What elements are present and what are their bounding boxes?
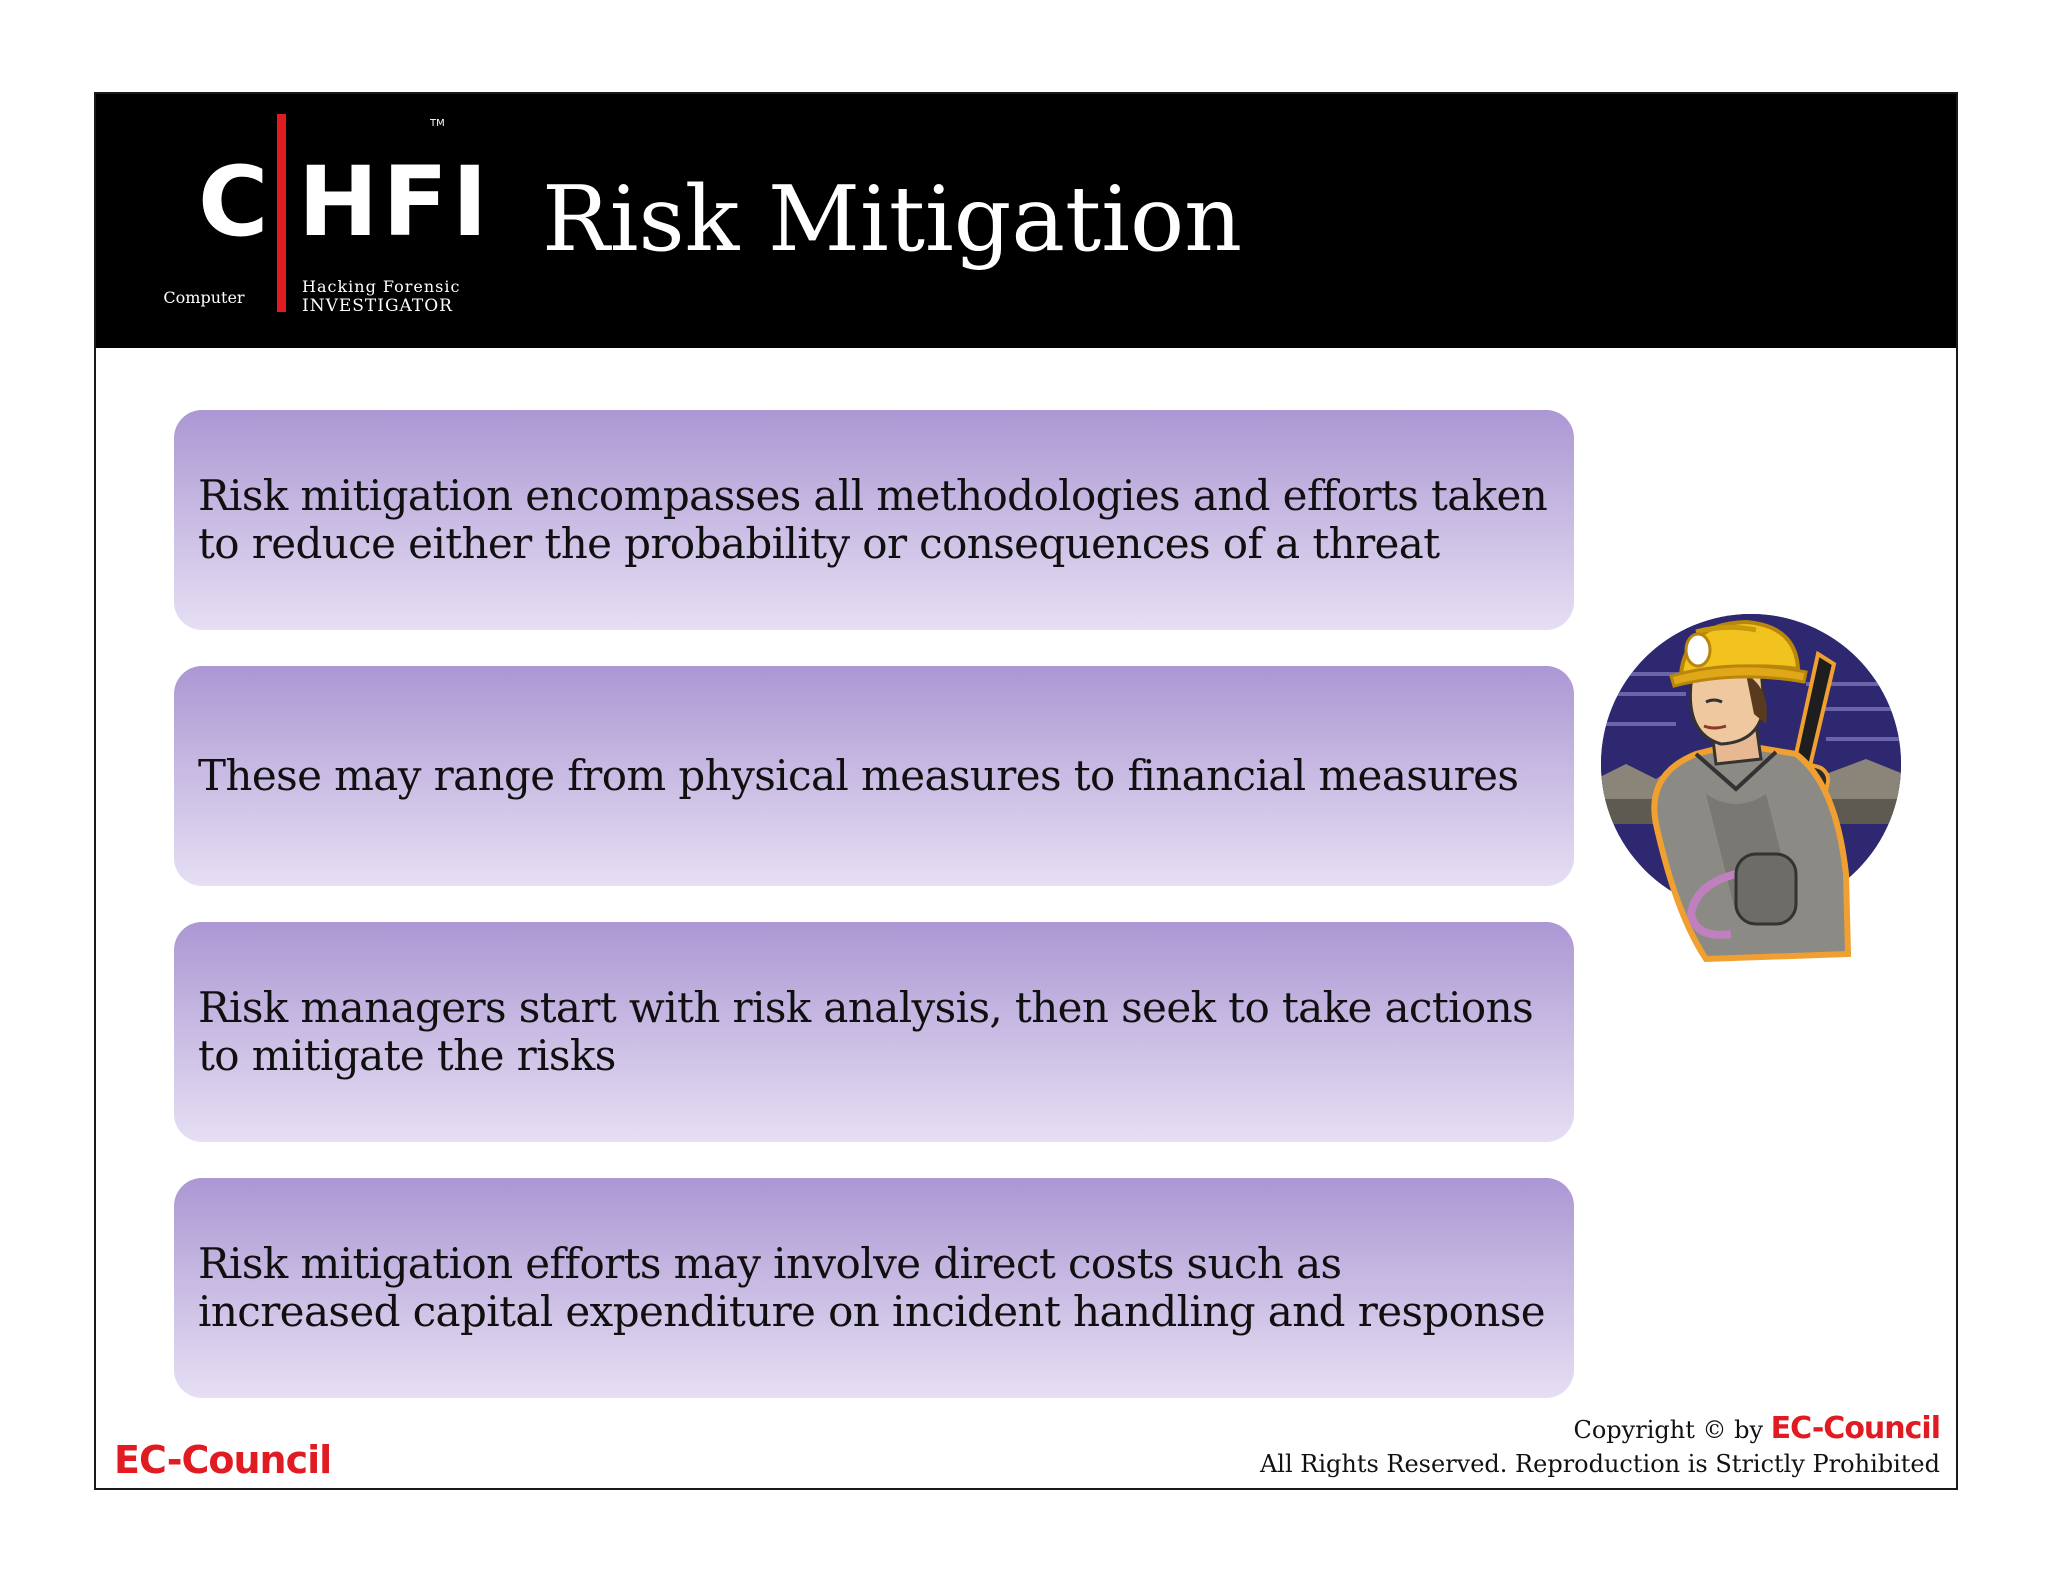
copyright-line (1260, 1412, 1940, 1447)
logo-hacking-forensic-label: Hacking Forensic (302, 277, 461, 296)
content-box-text: Risk managers start with risk analysis, then seek to take actions to mitigate the risks (198, 983, 1534, 1080)
logo-computer-label: Computer (163, 288, 245, 307)
content-box-4 (174, 1178, 1574, 1398)
miner-worker-icon (1586, 614, 1916, 974)
logo-letter-c: C (198, 146, 269, 258)
content-box-text: Risk mitigation encompasses all methodologies and efforts taken to reduce either the probability or consequences of a threat (198, 471, 1548, 568)
content-box-text: These may range from physical measures to financial measures (198, 751, 1519, 800)
logo-letters-hfi: HFI (298, 146, 492, 258)
slide (94, 92, 1958, 1490)
header-bar (96, 94, 1956, 348)
chfi-logo (136, 112, 492, 332)
content-box-text: Risk mitigation efforts may involve direct costs such as increased capital expenditure on incident handling and response (198, 1239, 1546, 1336)
content-box-2 (174, 666, 1574, 886)
content-box-1 (174, 410, 1574, 630)
copyright-brand: EC-Council (1770, 1411, 1940, 1446)
content-box-3 (174, 922, 1574, 1142)
footer-ec-council-logo: EC-Council (114, 1438, 332, 1482)
rights-line: All Rights Reserved. Reproduction is Strictly Prohibited (1259, 1450, 1940, 1478)
logo-trademark: TM (430, 118, 445, 129)
copyright-prefix: Copyright © by (1573, 1416, 1764, 1444)
page-title: Risk Mitigation (542, 167, 1243, 272)
logo-red-bar (277, 114, 286, 312)
copyright-notice (1260, 1412, 1940, 1481)
logo-investigator-label: INVESTIGATOR (302, 296, 453, 316)
